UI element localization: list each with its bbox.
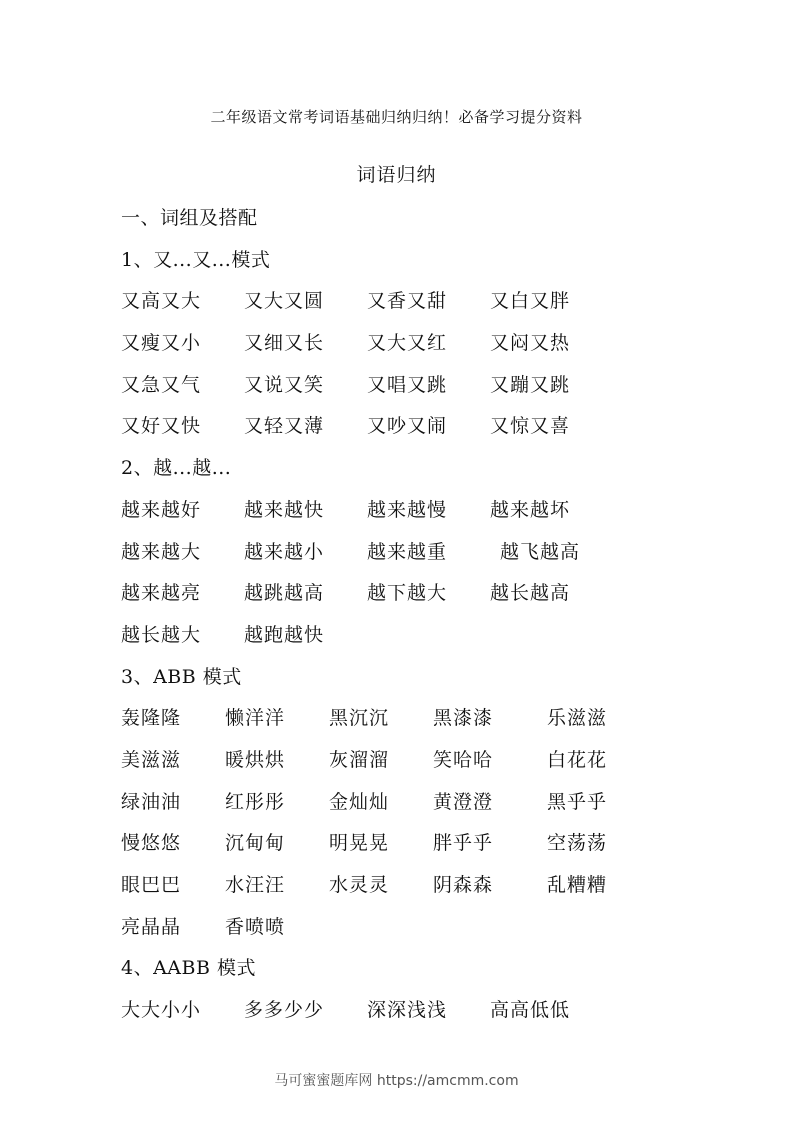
word: 又惊又喜 (490, 415, 571, 438)
word-row (121, 698, 761, 740)
word: 越来越慢 (367, 498, 448, 521)
word-row (121, 823, 761, 865)
word: 水灵灵 (329, 874, 390, 896)
word: 越长越高 (490, 582, 571, 605)
group-heading: 1、又...又...模式 (121, 248, 271, 271)
word: 又香又甜 (367, 290, 448, 313)
word: 红彤彤 (225, 790, 286, 813)
word-row (121, 740, 761, 782)
group-heading: 2、越...越... (121, 457, 232, 480)
word: 又高又大 (121, 290, 202, 313)
word: 又瘦又小 (121, 332, 202, 355)
word-row (121, 406, 761, 448)
word-row (121, 281, 761, 323)
word: 黑漆漆 (433, 707, 494, 730)
word: 多多少少 (244, 999, 325, 1022)
word: 越来越坏 (490, 498, 571, 521)
word: 又闷又热 (490, 332, 571, 355)
word: 又轻又薄 (244, 415, 325, 438)
word: 深深浅浅 (367, 999, 448, 1022)
word: 又好又快 (121, 415, 202, 438)
word: 明晃晃 (329, 832, 390, 855)
document-title: 词语归纳 (356, 164, 437, 186)
word: 越来越快 (244, 498, 325, 521)
word: 黑沉沉 (329, 707, 390, 730)
word: 又细又长 (244, 332, 325, 355)
word: 绿油油 (121, 790, 182, 813)
word: 白花花 (547, 748, 608, 771)
word: 又唱又跳 (367, 373, 448, 396)
word: 眼巴巴 (121, 874, 182, 896)
word: 越跳越高 (244, 582, 325, 605)
word-row (121, 615, 761, 657)
word: 水汪汪 (225, 874, 286, 896)
word: 亮晶晶 (121, 915, 182, 938)
word: 又说又笑 (244, 373, 325, 396)
word: 轰隆隆 (121, 707, 182, 730)
word: 大大小小 (121, 999, 202, 1022)
word: 高高低低 (490, 999, 571, 1022)
word: 金灿灿 (329, 790, 390, 813)
word: 笑哈哈 (433, 748, 494, 771)
word: 越下越大 (367, 582, 448, 605)
group-heading: 4、AABB 模式 (121, 957, 256, 980)
group-heading: 3、ABB 模式 (121, 665, 242, 688)
word: 暖烘烘 (225, 748, 286, 771)
word: 沉甸甸 (225, 832, 286, 855)
word-row (121, 490, 761, 532)
word: 越来越小 (244, 540, 325, 563)
word: 又大又圆 (244, 290, 325, 313)
word-row (121, 782, 761, 824)
word: 空荡荡 (547, 832, 608, 855)
word: 胖乎乎 (433, 832, 494, 855)
word: 越长越大 (121, 623, 202, 646)
word-row (121, 907, 761, 949)
word-row (121, 865, 761, 907)
word: 又白又胖 (490, 290, 571, 313)
word: 越来越大 (121, 540, 202, 563)
word: 阴森森 (433, 874, 494, 896)
word-row (121, 990, 761, 1032)
word: 懒洋洋 (225, 707, 286, 730)
word: 乱糟糟 (547, 874, 608, 896)
word: 又急又气 (121, 373, 202, 396)
section-heading: 一、词组及搭配 (121, 207, 258, 229)
page-header-title: 二年级语文常考词语基础归纳归纳！必备学习提分资料 (210, 108, 583, 126)
word-row (121, 365, 761, 407)
word: 越跑越快 (244, 623, 325, 646)
word: 越来越好 (121, 498, 202, 521)
word: 灰溜溜 (329, 748, 390, 771)
word: 黄澄澄 (433, 790, 494, 813)
word: 又蹦又跳 (490, 373, 571, 396)
word: 越飞越高 (500, 540, 581, 563)
word: 越来越亮 (121, 582, 202, 605)
word: 黑乎乎 (547, 790, 608, 813)
word: 又大又红 (367, 332, 448, 355)
word: 乐滋滋 (547, 707, 608, 730)
word-row (121, 532, 761, 574)
word-row (121, 573, 761, 615)
word: 慢悠悠 (121, 832, 182, 855)
footer-watermark: 马可蜜蜜题库网 https://amcmm.com (274, 1073, 519, 1089)
word-row (121, 323, 761, 365)
word: 又吵又闹 (367, 415, 448, 438)
word: 越来越重 (367, 540, 448, 563)
word: 美滋滋 (121, 748, 182, 771)
word: 香喷喷 (225, 915, 286, 938)
document-body (121, 198, 761, 1032)
